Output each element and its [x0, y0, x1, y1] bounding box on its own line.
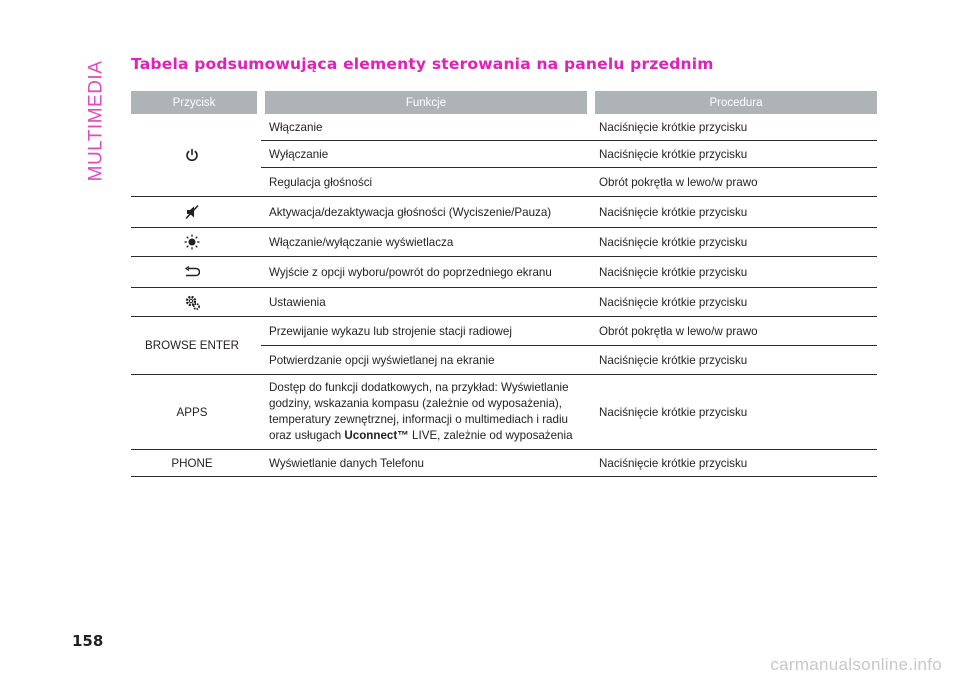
table-row	[131, 257, 877, 288]
section-label	[80, 58, 112, 183]
settings-icon	[184, 294, 201, 311]
function-text-end: LIVE, zależnie od wyposażenia	[408, 429, 573, 442]
table-header-row	[131, 91, 877, 114]
power-button-cell	[131, 114, 261, 197]
table-row	[131, 375, 877, 450]
table-row	[131, 197, 877, 228]
section-label-text: MULTIMEDIA	[85, 60, 107, 181]
function-cell: Włączanie/wyłączanie wyświetlacza	[261, 228, 591, 257]
controls-table	[131, 91, 877, 477]
uconnect-brand: Uconnect™	[344, 429, 409, 442]
table-row	[131, 288, 877, 317]
back-button-cell	[131, 257, 261, 288]
procedure-cell: Obrót pokrętła w lewo/w prawo	[591, 168, 877, 197]
function-cell	[261, 375, 591, 450]
function-cell: Regulacja głośności	[261, 168, 591, 197]
phone-button-cell: PHONE	[131, 450, 261, 477]
apps-button-cell: APPS	[131, 375, 261, 450]
display-button-cell	[131, 228, 261, 257]
table-row	[131, 114, 877, 141]
procedure-cell: Naciśnięcie krótkie przycisku	[591, 450, 877, 477]
procedure-cell: Naciśnięcie krótkie przycisku	[591, 228, 877, 257]
watermark: carmanualsonline.info	[770, 655, 942, 674]
browse-enter-button-cell: BROWSE ENTER	[131, 317, 261, 375]
function-cell: Wyświetlanie danych Telefonu	[261, 450, 591, 477]
table-row	[131, 450, 877, 477]
settings-button-cell	[131, 288, 261, 317]
header-button: Przycisk	[131, 91, 261, 114]
function-text: Dostęp do funkcji dodatkowych, na przykład: Wyświetlanie godziny, wskazania kompasu (zależnie od wyposażenia), temperatury zewnętrznej, informacji o multimediach i radiu oraz usługach	[269, 381, 569, 442]
procedure-cell: Naciśnięcie krótkie przycisku	[591, 141, 877, 168]
header-function: Funkcje	[261, 91, 591, 114]
procedure-cell: Naciśnięcie krótkie przycisku	[591, 346, 877, 375]
procedure-cell: Obrót pokrętła w lewo/w prawo	[591, 317, 877, 346]
table-row	[131, 317, 877, 346]
mute-button-cell	[131, 197, 261, 228]
function-cell: Wyjście z opcji wyboru/powrót do poprzedniego ekranu	[261, 257, 591, 288]
function-cell: Wyłączanie	[261, 141, 591, 168]
procedure-cell: Naciśnięcie krótkie przycisku	[591, 114, 877, 141]
procedure-cell: Naciśnięcie krótkie przycisku	[591, 288, 877, 317]
function-cell: Przewijanie wykazu lub strojenie stacji radiowej	[261, 317, 591, 346]
function-cell: Ustawienia	[261, 288, 591, 317]
table-row	[131, 228, 877, 257]
function-cell: Aktywacja/dezaktywacja głośności (Wyciszenie/Pauza)	[261, 197, 591, 228]
procedure-cell: Naciśnięcie krótkie przycisku	[591, 197, 877, 228]
page-title: Tabela podsumowująca elementy sterowania na panelu przednim	[131, 55, 714, 73]
procedure-cell: Naciśnięcie krótkie przycisku	[591, 375, 877, 450]
brightness-icon	[184, 234, 200, 250]
page-number: 158	[72, 632, 104, 650]
power-icon	[185, 148, 199, 162]
back-icon	[184, 266, 200, 278]
function-cell: Potwierdzanie opcji wyświetlanej na ekranie	[261, 346, 591, 375]
function-cell: Włączanie	[261, 114, 591, 141]
header-procedure: Procedura	[591, 91, 877, 114]
procedure-cell: Naciśnięcie krótkie przycisku	[591, 257, 877, 288]
mute-icon	[184, 204, 200, 220]
